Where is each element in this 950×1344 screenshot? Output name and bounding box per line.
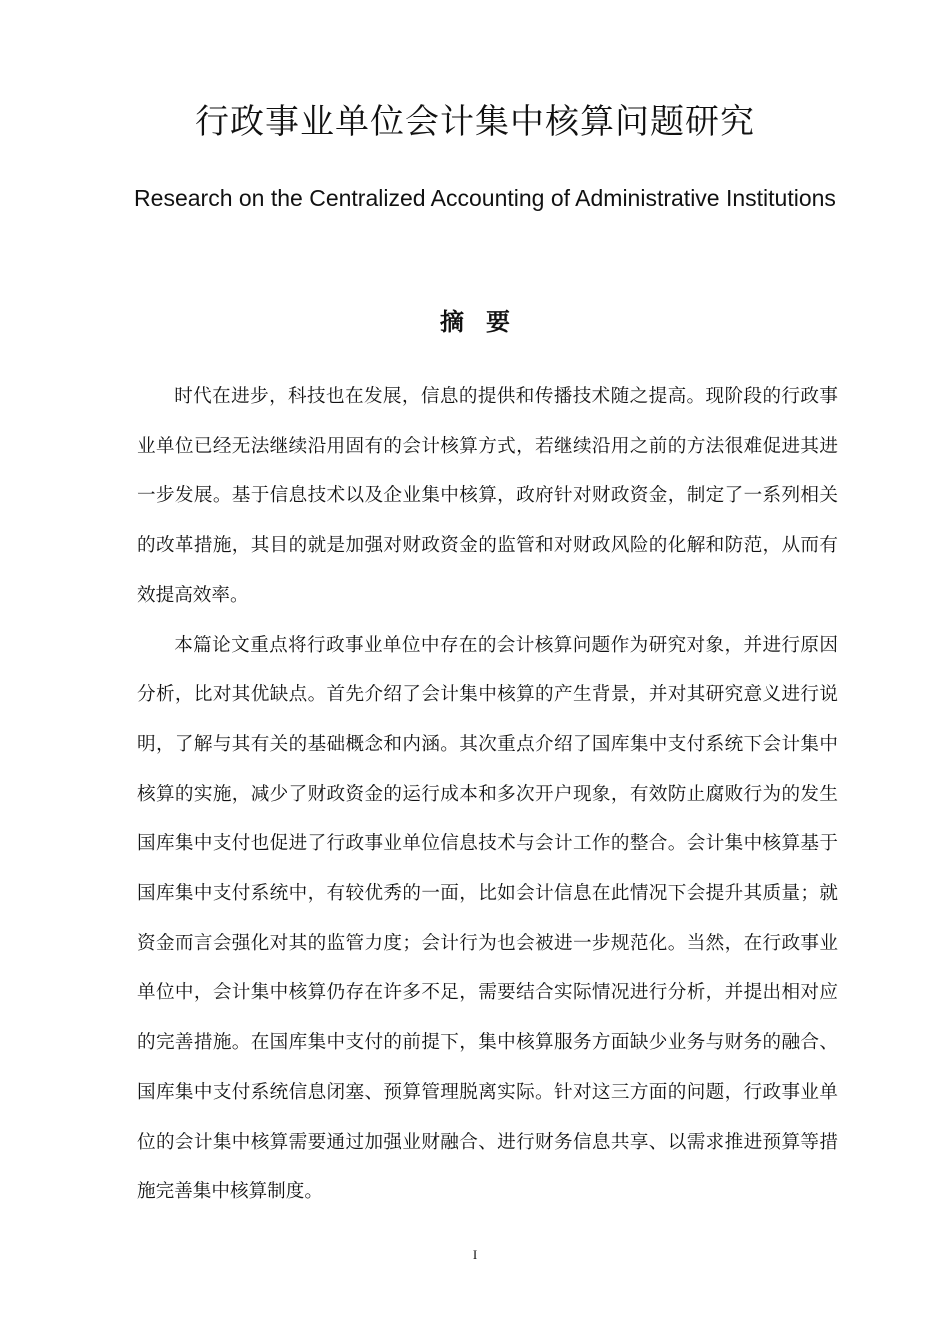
english-title: Research on the Centralized Accounting of Administrative Institutions <box>134 185 836 211</box>
chinese-title: 行政事业单位会计集中核算问题研究 <box>195 102 755 142</box>
abstract-body <box>137 372 838 1217</box>
abstract-heading: 摘要 <box>440 308 532 336</box>
page-number: I <box>472 1247 478 1262</box>
abstract-paragraph-1: 时代在进步，科技也在发展，信息的提供和传播技术随之提高。现阶段的行政事业单位已经无法继续沿用固有的会计核算方式，若继续沿用之前的方法很难促进其进一步发展。基于信息技术以及企业集中核算，政府针对财政资金，制定了一系列相关的改革措施，其目的就是加强对财政资金的监管和对财政风险的化解和防范，从而有效提高效率。 <box>137 386 838 606</box>
abstract-paragraph-2: 本篇论文重点将行政事业单位中存在的会计核算问题作为研究对象，并进行原因分析，比对其优缺点。首先介绍了会计集中核算的产生背景，并对其研究意义进行说明，了解与其有关的基础概念和内涵。其次重点介绍了国库集中支付系统下会计集中核算的实施，减少了财政资金的运行成本和多次开户现象，有效防止腐败行为的发生国库集中支付也促进了行政事业单位信息技术与会计工作的整合。会计集中核算基于国库集中支付系统中，有较优秀的一面，比如会计信息在此情况下会提升其质量；就资金而言会强化对其的监管力度；会计行为也会被进一步规范化。当然，在行政事业单位中，会计集中核算仍存在许多不足，需要结合实际情况进行分析，并提出相对应的完善措施。在国库集中支付的前提下，集中核算服务方面缺少业务与财务的融合、国库集中支付系统信息闭塞、预算管理脱离实际。针对这三方面的问题，行政事业单位的会计集中核算需要通过加强业财融合、进行财务信息共享、以需求推进预算等措施完善集中核算制度。 <box>137 634 838 1203</box>
